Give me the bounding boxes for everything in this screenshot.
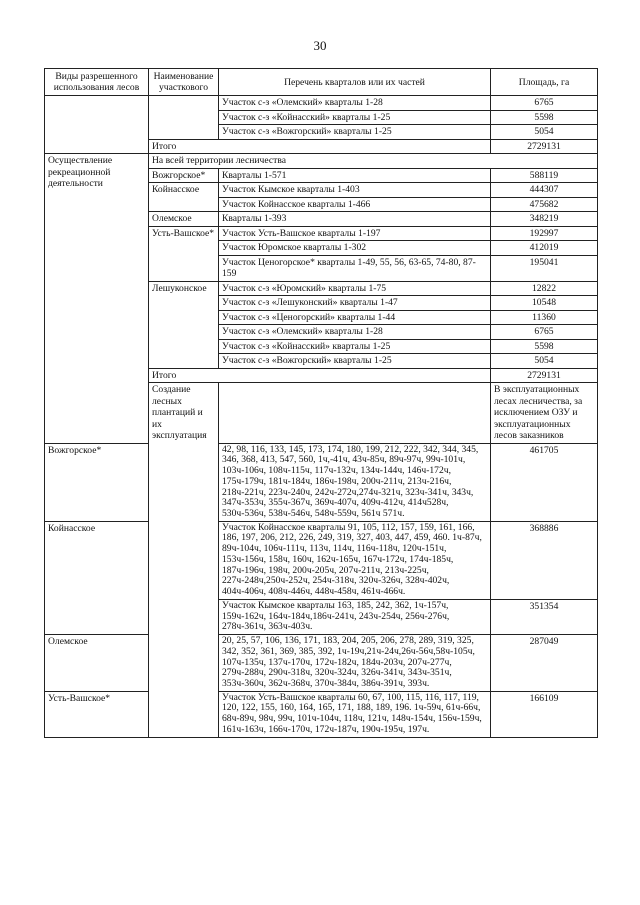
- area-cell: 11360: [491, 310, 598, 325]
- use-type-recreation: Осуществление рекреационной деятельности: [45, 154, 149, 444]
- area-cell: 192997: [491, 226, 598, 241]
- area-cell: 351354: [491, 599, 598, 634]
- quarters-cell: Участок Кымское кварталы 163, 185, 242, 362, 1ч-157ч, 159ч-162ч, 164ч-184ч,186ч-241ч, 243ч-254ч, 256ч-276ч, 278ч-361ч, 363ч-403ч.: [219, 599, 491, 634]
- quarters-cell: Участок с-з «Вожгорский» кварталы 1-25: [219, 354, 491, 369]
- total-value: 2729131: [491, 368, 598, 383]
- area-cell: 475682: [491, 197, 598, 212]
- quarters-cell: Участок Юромское кварталы 1-302: [219, 241, 491, 256]
- area-cell: 444307: [491, 183, 598, 198]
- area-cell: 412019: [491, 241, 598, 256]
- quarters-cell: Участок Койнасское кварталы 91, 105, 112, 157, 159, 161, 166, 186, 197, 206, 212, 226, 249, 319, 327, 403, 447, 459, 460. 1ч-87ч, 89ч-104ч, 106ч-111ч, 113ч, 114ч, 116ч-118ч, 120ч-151ч, 153ч-156ч, 158ч, 160ч, 162ч-165ч, 167ч-172ч, 174ч-185ч, 187ч-196ч, 198ч, 200ч-205ч, 207ч-211ч, 213ч-225ч, 227ч-248ч,250ч-252ч, 254ч-318ч, 320ч-326ч, 328ч-402ч, 404ч-406ч, 408ч-446ч, 448ч-458ч, 461ч-466ч.: [219, 521, 491, 599]
- total-label: Итого: [149, 139, 491, 154]
- section-name: Койнасское: [45, 521, 149, 634]
- table-row: [45, 635, 598, 692]
- use-type-cell-empty: [45, 96, 149, 154]
- section-name: Вожгорское*: [45, 443, 149, 521]
- quarters-cell: Участок с-з «Койнасский» кварталы 1-25: [219, 339, 491, 354]
- area-cell: 5054: [491, 125, 598, 140]
- header-area: Площадь, га: [491, 69, 598, 96]
- section-name: Олемское: [45, 635, 149, 692]
- table-row: [45, 521, 598, 599]
- section-cell-empty: [219, 383, 491, 444]
- total-value: 2729131: [491, 139, 598, 154]
- area-cell: 461705: [491, 443, 598, 521]
- area-cell: 10548: [491, 296, 598, 311]
- area-cell: 5598: [491, 110, 598, 125]
- table-row: [45, 443, 598, 521]
- quarters-cell: Участок с-з «Койнасский» кварталы 1-25: [219, 110, 491, 125]
- page-number: 30: [313, 38, 327, 53]
- section-name: Вожгорское*: [149, 168, 219, 183]
- quarters-cell: Участок с-з «Олемский» кварталы 1-28: [219, 96, 491, 111]
- area-cell: 5598: [491, 339, 598, 354]
- section-name: Олемское: [149, 212, 219, 227]
- quarters-cell: 42, 98, 116, 133, 145, 173, 174, 180, 199, 212, 222, 342, 344, 345, 346, 368, 413, 547, 560, 1ч,-41ч, 43ч-85ч, 89ч-97ч, 99ч-101ч, 103ч-106ч, 108ч-115ч, 117ч-132ч, 134ч-144ч, 146ч-172ч, 175ч-179ч, 181ч-184ч, 186ч-198ч, 200ч-211ч, 213ч-216ч, 218ч-221ч, 223ч-240ч, 242ч-272ч,274ч-321ч, 323ч-341ч, 343ч, 347ч-353ч, 355ч-367ч, 369ч-407ч, 409ч-412ч, 414ч528ч, 530ч-536ч, 538ч-546ч, 548ч-559ч, 561ч 571ч.: [219, 443, 491, 521]
- section-name: Койнасское: [149, 183, 219, 212]
- area-cell: 368886: [491, 521, 598, 599]
- area-cell: 166109: [491, 691, 598, 737]
- area-cell: 5054: [491, 354, 598, 369]
- whole-area-label: На всей территории лесничества: [149, 154, 598, 169]
- quarters-cell: Участок с-з «Вожгорский» кварталы 1-25: [219, 125, 491, 140]
- header-section-name: Наименование участкового: [149, 69, 219, 96]
- table-row: [45, 154, 598, 169]
- use-type-plantations: Создание лесных плантаций и их эксплуатация: [149, 383, 219, 738]
- area-cell: 348219: [491, 212, 598, 227]
- area-cell: 195041: [491, 255, 598, 281]
- quarters-cell: Кварталы 1-571: [219, 168, 491, 183]
- area-cell: 588119: [491, 168, 598, 183]
- table-header-row: [45, 69, 598, 96]
- quarters-cell: Участок с-з «Ценогорский» кварталы 1-44: [219, 310, 491, 325]
- table-row: [45, 96, 598, 111]
- header-use-type: Виды разрешенного использования лесов: [45, 69, 149, 96]
- quarters-cell: Участок с-з «Юромский» кварталы 1-75: [219, 281, 491, 296]
- quarters-cell: Участок Усть-Вашское кварталы 1-197: [219, 226, 491, 241]
- area-cell: 6765: [491, 325, 598, 340]
- forest-use-table: [44, 68, 598, 738]
- quarters-cell: Участок Усть-Вашское кварталы 60, 67, 100, 115, 116, 117, 119, 120, 122, 155, 160, 164, 165, 171, 188, 189, 196. 1ч-59ч, 61ч-66ч, 68ч-89ч, 98ч, 99ч, 101ч-104ч, 118ч, 121ч, 148ч-154ч, 156ч-159ч, 161ч-163ч, 166ч-170ч, 172ч-187ч, 190ч-195ч, 197ч.: [219, 691, 491, 737]
- area-cell: 12822: [491, 281, 598, 296]
- quarters-cell: Участок Кымское кварталы 1-403: [219, 183, 491, 198]
- total-label: Итого: [149, 368, 491, 383]
- area-cell: 6765: [491, 96, 598, 111]
- table-row: [45, 691, 598, 737]
- section-name: Усть-Вашское*: [45, 691, 149, 737]
- plantations-intro: В эксплуатационных лесах лесничества, за исключением ОЗУ и эксплуатационных лесов заказников: [491, 383, 598, 444]
- section-cell-empty: [149, 96, 219, 140]
- area-cell: 287049: [491, 635, 598, 692]
- quarters-cell: Участок Койнасское кварталы 1-466: [219, 197, 491, 212]
- quarters-cell: Участок с-з «Олемский» кварталы 1-28: [219, 325, 491, 340]
- header-quarters: Перечень кварталов или их частей: [219, 69, 491, 96]
- section-name: Усть-Вашское*: [149, 226, 219, 281]
- quarters-cell: Кварталы 1-393: [219, 212, 491, 227]
- quarters-cell: Участок Ценогорское* кварталы 1-49, 55, 56, 63-65, 74-80, 87-159: [219, 255, 491, 281]
- section-name: Лешуконское: [149, 281, 219, 368]
- quarters-cell: Участок с-з «Лешуконский» кварталы 1-47: [219, 296, 491, 311]
- quarters-cell: 20, 25, 57, 106, 136, 171, 183, 204, 205, 206, 278, 289, 319, 325, 342, 352, 361, 369, 385, 392, 1ч-19ч,21ч-24ч,26ч-56ч,58ч-105ч, 107ч-135ч, 137ч-170ч, 172ч-182ч, 184ч-203ч, 207ч-277ч, 279ч-288ч, 290ч-318ч, 320ч-324ч, 326ч-341ч, 343ч-351ч, 353ч-360ч, 362ч-368ч, 370ч-384ч, 386ч-391ч, 393ч.: [219, 635, 491, 692]
